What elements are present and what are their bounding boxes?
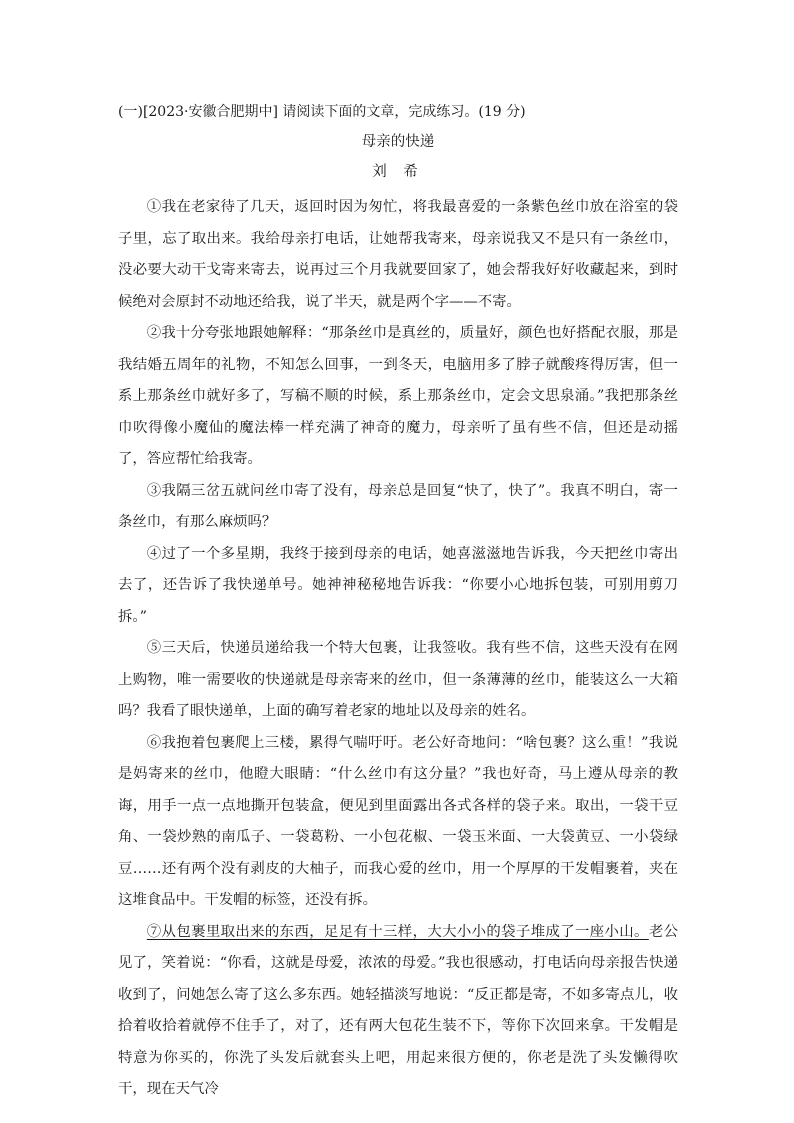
paragraph-7 [118,917,678,1106]
paragraph-5: ⑤三天后，快递员递给我一个特大包裹，让我签收。我有些不信，这些天没有在网上购物，唯一需要收的快递就是母亲寄来的丝巾，但一条薄薄的丝巾，能装这么一大箱吗？我看了眼快递单，上面的确写着老家的地址以及母亲的姓名。 [118,640,678,719]
paragraph-2: ②我十分夸张地跟她解释：“那条丝巾是真丝的，质量好，颜色也好搭配衣服，那是我结婚五周年的礼物，不知怎么回事，一到冬天，电脑用多了脖子就酸疼得厉害，但一系上那条丝巾就好多了，写稿不顺的时候，系上那条丝巾，定会文思泉涌。”我把那条丝巾吹得像小魔仙的魔法棒一样充满了神奇的魔力，母亲听了虽有些不信，但还是动摇了，答应帮忙给我寄。 [118,325,678,467]
question-number: (一) [118,104,143,120]
paragraph-6: ⑥我抱着包裹爬上三楼，累得气喘吁吁。老公好奇地问：“啥包裹？这么重！”我说是妈寄来的丝巾，他瞪大眼睛：“什么丝巾有这分量？”我也好奇，马上遵从母亲的教诲，用手一点一点地撕开包装盒，便见到里面露出各式各样的袋子来。取出，一袋干豆角、一袋炒熟的南瓜子、一袋葛粉、一小包花椒、一袋玉米面、一大袋黄豆、一小袋绿豆……还有两个没有剥皮的大柚子，而我心爱的丝巾，用一个厚厚的干发帽裹着，夹在这堆食品中。干发帽的标签，还没有拆。 [118,734,678,908]
question-source: [2023·安徽合肥期中] [142,104,278,120]
paragraph-7-rest: 老公见了，笑着说：“你看，这就是母爱，浓浓的母爱。”我也很感动，打电话向母亲报告快递收到了，问她怎么寄了这么多东西。她轻描淡写地说：“反正都是寄，不如多寄点儿，收拾着收拾着就停不住手了，对了，还有两大包花生装不下，等你下次回来拿。干发帽是特意为你买的，你洗了头发后就套头上吧，用起来很方便的，你老是洗了头发懒得吹干，现在天气冷 [118,923,678,1097]
document-page [118,100,678,1106]
question-header [118,100,678,124]
paragraph-1: ①我在老家待了几天，返回时因为匆忙，将我最喜爱的一条紫色丝巾放在浴室的袋子里，忘了取出来。我给母亲打电话，让她帮我寄来，母亲说我又不是只有一条丝巾，没必要大动干戈寄来寄去，说再过三个月我就要回家了，她会帮我好好收藏起来，到时候绝对会原封不动地还给我，说了半天，就是两个字——不寄。 [118,199,678,310]
paragraph-3: ③我隔三岔五就问丝巾寄了没有，母亲总是回复“快了，快了”。我真不明白，寄一条丝巾，有那么麻烦吗？ [118,482,678,530]
paragraph-4: ④过了一个多星期，我终于接到母亲的电话，她喜滋滋地告诉我，今天把丝巾寄出去了，还告诉了我快递单号。她神神秘秘地告诉我：“你要小心地拆包装，可别用剪刀拆。” [118,545,678,625]
article-title: 母亲的快递 [361,134,435,150]
question-instruction: 请阅读下面的文章，完成练习。(19 分) [282,104,526,120]
article-author: 刘 希 [372,164,424,180]
underlined-sentence: ⑦从包裹里取出来的东西，足足有十三样，大大小小的袋子堆成了一座小山。 [146,923,649,940]
